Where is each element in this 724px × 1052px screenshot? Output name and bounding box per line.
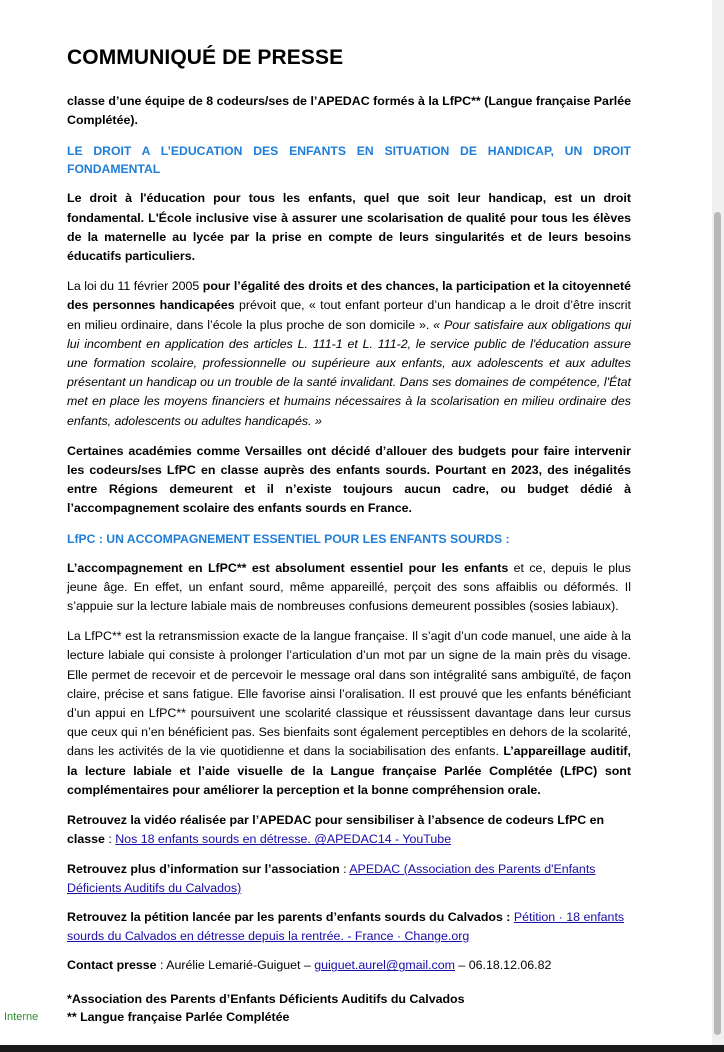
paragraph-accompagnement (67, 559, 631, 617)
footnotes (67, 990, 631, 1026)
footnote-lfpc: ** Langue française Parlée Complétée (67, 1009, 290, 1024)
reference-video (67, 811, 631, 849)
lfpc-text: La LfPC** est la retransmission exacte de la langue française. Il s’agit d’un code manuel, une aide à la lecture labiale qui consiste à prolonger l’articulation d’un mot par un signe de la main près du visage. Elle permet de recevoir et de percevoir le message oral dans son intégralité sans ambiguïté, de façon claire, précise et sans fatigue. Elle favorise ainsi l’oralisation. Il est prouvé que les enfants bénéficiant d’un appui en LfPC** poursuivent une scolarité classique et réussissent davantage dans leur cursus que ceux qui n’en bénéficient pas. Ses bienfaits sont également perceptibles en dehors de la scolarité, dans les activités de la vie quotidienne et dans la sociabilisation des enfants. (67, 629, 631, 759)
association-label: Retrouvez plus d’information sur l’association (67, 861, 340, 876)
loi-text-2: prévoit que, « tout enfant porteur d’un handicap a le droit d’être inscrit en milieu ordinaire, dans l’école la plus proche de son domicile ». (67, 298, 631, 332)
association-link[interactable]: APEDAC (Association des Parents d'Enfants Déficients Auditifs du Calvados) (67, 861, 596, 895)
petition-label: Retrouvez la pétition lancée par les parents d’enfants sourds du Calvados : (67, 909, 511, 924)
video-sep: : (104, 832, 116, 847)
petition-link[interactable]: Pétition · 18 enfants sourds du Calvados en détresse depuis la rentrée. - France · Change.org (67, 909, 625, 944)
scrollbar-thumb[interactable] (714, 212, 721, 1035)
page-title: COMMUNIQUÉ DE PRESSE (67, 46, 344, 69)
contact-presse (67, 956, 631, 975)
association-sep: : (339, 861, 350, 876)
loi-title: pour l’égalité des droits et des chances, la participation et la citoyenneté des personnes handicapées (67, 279, 631, 313)
paragraph-loi-2005 (67, 277, 631, 431)
loi-text: La loi du 11 février 2005 (67, 279, 203, 294)
intro-paragraph: classe d’une équipe de 8 codeurs/ses de l’APEDAC formés à la LfPC** (Langue française Parlée Complétée). (67, 94, 631, 128)
contact-email-link[interactable]: guiguet.aurel@gmail.com (314, 958, 455, 973)
section-heading-droit: LE DROIT A L’EDUCATION DES ENFANTS EN SITUATION DE HANDICAP, UN DROIT FONDAMENTAL (67, 144, 631, 177)
accompagnement-text: et ce, depuis le plus jeune âge. En effet, un enfant sourd, même appareillé, perçoit des sons affaiblis ou déformés. Il s’appuie sur la lecture labiale mais de nombreuses confusions demeurent possibles (sosies labiaux). (67, 560, 631, 614)
lfpc-conclusion: L’appareillage auditif, la lecture labiale et l’aide visuelle de la Langue française Parlée Complétée (LfPC) sont complémentaires pour améliorer la perception et la bonne compréhension orale. (67, 744, 631, 797)
loi-quote: « Pour satisfaire aux obligations qui lui incombent en application des articles L. 111-1 et L. 111-2, le service public de l'éducation assure une formation scolaire, professionnelle ou supérieure aux enfants, aux adolescents et aux adultes présentant un handicap ou un trouble de la santé invalidant. Dans ses domaines de compétence, l'État met en place les moyens financiers et humains nécessaires à la scolarisation en milieu ordinaire des enfants, adolescents ou adultes handicapés. » (67, 317, 631, 428)
reference-association (67, 860, 631, 898)
document-content (67, 46, 631, 1026)
footnote-asso: *Association des Parents d’Enfants Déficients Auditifs du Calvados (67, 991, 465, 1006)
vertical-scrollbar[interactable] (712, 0, 724, 1045)
accompagnement-lead: L’accompagnement en LfPC** est absolument essentiel pour les enfants (67, 560, 509, 575)
contact-phone: – 06.18.12.06.82 (454, 958, 552, 973)
video-link[interactable]: Nos 18 enfants sourds en détresse. @APEDAC14 - YouTube (115, 832, 452, 847)
contact-name: : Aurélie Lemarié-Guiguet – (156, 958, 315, 973)
paragraph-droit-fondamental: Le droit à l'éducation pour tous les enfants, quel que soit leur handicap, est un droit fondamental. L'École inclusive vise à assurer une scolarisation de qualité pour tous les élèves de la maternelle au lycée par la prise en compte de leurs singularités et de leurs besoins éducatifs particuliers. (67, 191, 631, 264)
paragraph-academies: Certaines académies comme Versailles ont décidé d’allouer des budgets pour faire intervenir les codeurs/ses LfPC en classe auprès des enfants sourds. Pourtant en 2023, des inégalités entre Régions demeurent et il n’existe toujours aucun cadre, ou budget dédié à l’accompagnement scolaire des enfants sourds en France. (67, 443, 631, 516)
paragraph-lfpc-definition (67, 627, 631, 800)
video-label: Retrouvez la vidéo réalisée par l’APEDAC pour sensibiliser à l’absence de codeurs LfPC en classe (67, 813, 605, 847)
classification-label: Interne (4, 1011, 39, 1023)
section-heading-lfpc: LfPC : UN ACCOMPAGNEMENT ESSENTIEL POUR LES ENFANTS SOURDS : (67, 531, 510, 546)
bottom-bar (0, 1045, 724, 1052)
contact-label: Contact presse (67, 958, 157, 973)
reference-petition (67, 908, 631, 946)
